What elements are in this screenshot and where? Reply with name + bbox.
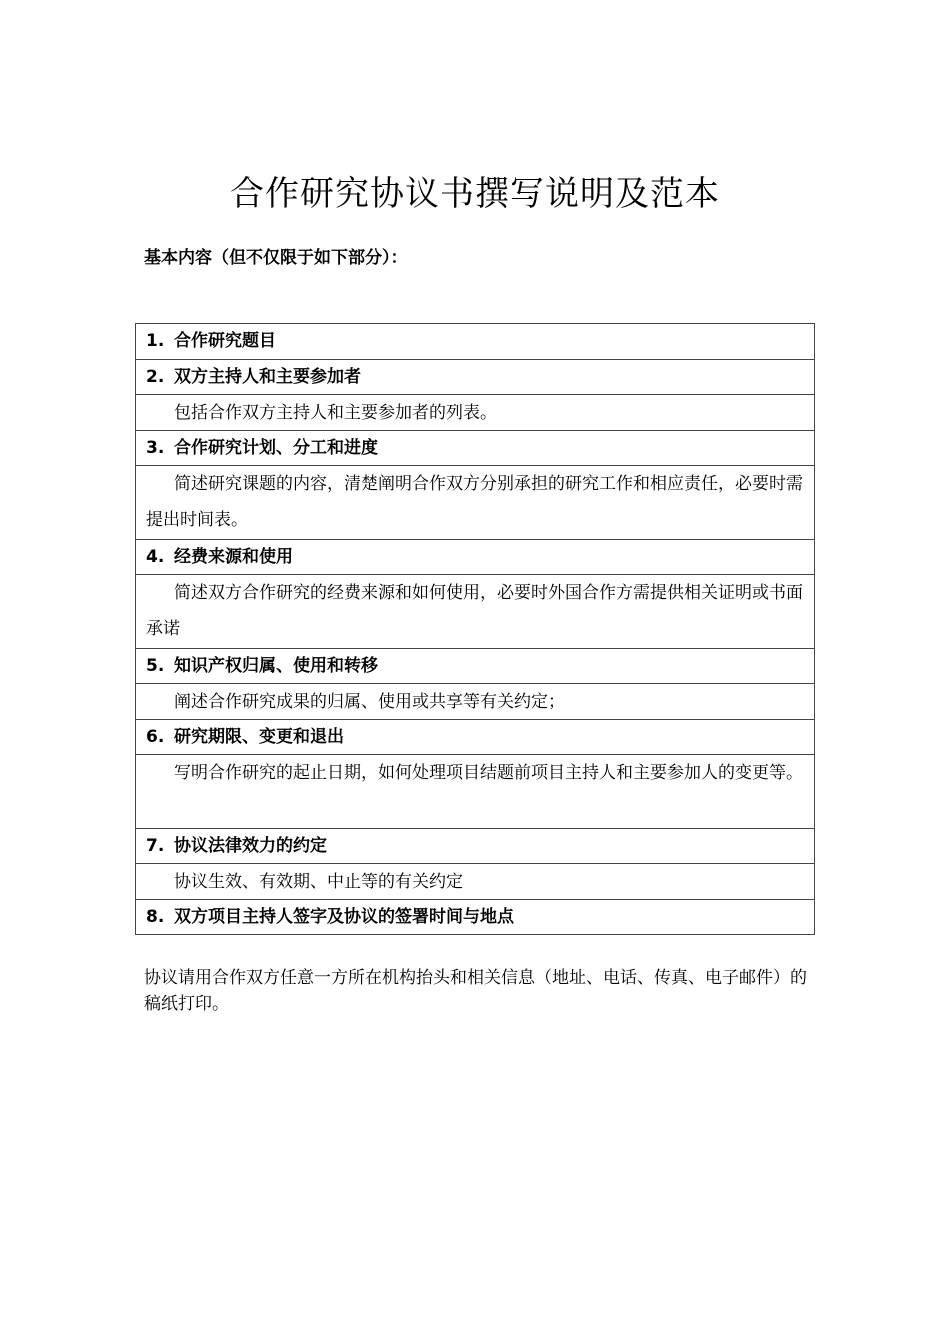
section-number: 2. (146, 367, 165, 387)
section-description-7: 协议生效、有效期、中止等的有关约定 (136, 863, 814, 899)
section-heading-5 (136, 648, 814, 683)
section-heading-6 (136, 719, 814, 754)
section-heading-7 (136, 828, 814, 863)
section-description-2: 包括合作双方主持人和主要参加者的列表。 (136, 394, 814, 430)
section-description-6: 写明合作研究的起止日期，如何处理项目结题前项目主持人和主要参加人的变更等。 (136, 754, 814, 828)
document-title: 合作研究协议书撰写说明及范本 (230, 174, 720, 214)
section-heading-text: 协议法律效力的约定 (174, 836, 327, 856)
section-heading-text: 双方项目主持人签字及协议的签署时间与地点 (174, 907, 514, 927)
section-heading-text: 知识产权归属、使用和转移 (174, 656, 378, 676)
section-number: 4. (146, 547, 165, 567)
section-number: 3. (146, 438, 165, 458)
section-description-4: 简述双方合作研究的经费来源和如何使用，必要时外国合作方需提供相关证明或书面承诺 (136, 574, 814, 648)
section-number: 1. (146, 331, 165, 351)
intro-text: 基本内容（但不仅限于如下部分）： (144, 248, 408, 268)
section-description-5: 阐述合作研究成果的归属、使用或共享等有关约定； (136, 683, 814, 719)
section-heading-text: 合作研究计划、分工和进度 (174, 438, 378, 458)
section-heading-3 (136, 430, 814, 465)
section-heading-text: 经费来源和使用 (174, 547, 293, 567)
section-number: 8. (146, 907, 165, 927)
section-description-3: 简述研究课题的内容，清楚阐明合作双方分别承担的研究工作和相应责任，必要时需提出时间表。 (136, 465, 814, 539)
section-heading-text: 研究期限、变更和退出 (174, 727, 344, 747)
section-heading-text: 合作研究题目 (174, 331, 276, 351)
section-heading-text: 双方主持人和主要参加者 (174, 367, 361, 387)
closing-note: 协议请用合作双方任意一方所在机构抬头和相关信息（地址、电话、传真、电子邮件）的稿纸打印。 (144, 968, 807, 1014)
section-heading-8 (136, 899, 814, 934)
section-number: 5. (146, 656, 165, 676)
section-heading-2 (136, 359, 814, 394)
section-heading-1 (136, 324, 814, 359)
section-number: 6. (146, 727, 165, 747)
section-heading-4 (136, 539, 814, 574)
outline-table (135, 323, 815, 935)
section-number: 7. (146, 836, 165, 856)
